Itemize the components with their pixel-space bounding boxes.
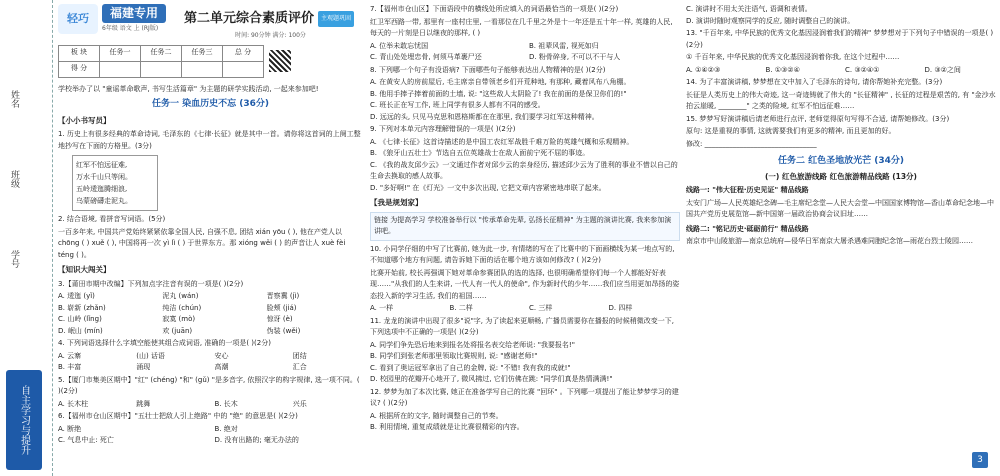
section-planner: 【我是规划家】 [370,198,423,207]
title-tag: 主观题巩固 [318,11,354,27]
poem-line: 万水千山只等闲。 [76,173,132,181]
question-3-options [58,291,363,337]
option: C. 看到了奥运冠军拿出了自己的金牌, 说: "不错! 我有我的成就!" [370,363,571,372]
score-table [58,45,292,78]
question-7-text: 红卫军西路一带, 那里有一座村庄里, 一看那位在几千里之外是十一年还是五十年一样, 英雄的人民, 每天的一片刻是日以继夜的那样, ( ) [370,17,673,37]
question-14: 14. 为了丰富演讲稿, 梦梦想在文中加入了毛泽东的诗句, 请你帮她补充完整。(3分) [686,78,943,86]
option: B. 长木 [214,399,238,408]
question-8-options [370,77,680,123]
option: C. 青山处处埋忠骨, 何须马革裹尸还 [370,53,482,61]
section-writer: 【小小书写员】 [58,115,111,125]
question-9: 9. 下列对本单元内容理解错误的一项是( )(2分) [370,125,516,133]
binding-gutter [0,0,53,476]
score-cell[interactable] [223,61,264,77]
column-3 [686,0,996,476]
option: A. 断绝 [58,424,82,433]
option: 高潮 [214,363,229,371]
score-cell[interactable] [141,61,182,77]
option: 涌现 [136,363,151,371]
question-10: 10. 小同学仔细的中写了比赛前, 她为此一步, 有情绪的写在了比赛中的下面画横线为某一地点写的, 不知道哪个地方有问题, 请告诉她下面的话在哪个地方该如何修改? ( )(2分) [370,244,675,264]
column-1 [58,0,363,476]
option: 泥丸 (wán) [162,292,199,300]
option: 安心 [214,351,229,360]
option: D. 粉骨碎身, 不可以不干与人 [529,53,621,61]
brand-logo: 轻巧 [58,4,98,34]
option: 伪装 (wěi) [266,326,301,335]
question-2: 2. 结合语境, 看拼音写词语。(5分) [58,215,166,223]
option: 脸颊 (jiá) [266,303,297,312]
option: A. 在黄安人的房前屋后, 毛主席亲自带领老乡们开荒种地, 有那种, 藏着风布八角棚。 [370,78,631,86]
option: C. 三样 [529,304,553,312]
option: 汇合 [292,363,307,371]
route-heading: (一) 红色旅游线路 红色旅游精品线路 (13分) [765,171,917,181]
option: B. 丰富 [58,363,82,371]
score-cell[interactable] [100,61,141,77]
score-head-4: 总 分 [223,45,264,61]
score-head-1: 任务一 [100,45,141,61]
section-knowledge: 【知识大闯关】 [58,265,111,274]
score-cell[interactable] [182,61,223,77]
gutter-brand: 自主学习与提升 [6,370,42,470]
question-3: 3.【莆田市期中改编】下列加点字注音有误的一项是( )(2分) [58,279,244,288]
question-5: 5.【厦门市集美区期中】"红" (chéng) "和" (gǔ) "是多音字, 依照汉字的构字规律, 选一项不同。( )(2分) [58,375,360,395]
option: D. ③②之间 [924,65,961,74]
task-2-heading: 任务二 红色圣地放光芒 (34分) [777,156,905,166]
option: 团结 [292,351,307,360]
question-15: 15. 梦梦写好演讲稿后请老师进行点评, 老师觉得原句写得不合适, 请帮她修改。(3分) [686,114,950,123]
option: C. 演讲时不用太关注语气, 语调和表情。 [686,5,812,13]
option: B. ①③②④ [765,65,800,74]
qr-cell [264,45,293,77]
question-5-options [58,399,363,411]
route-1-title: 线路一: "伟大征程·历史见证" 精品线路 [686,186,809,194]
option: B. 绝对 [214,424,238,433]
option: A. 根据所在的文字, 随时调整自己的节奏。 [370,411,503,420]
option: D. 没有出路的; 毫无办法的 [214,436,299,444]
question-13-text: ① 千百年来, 中华民族的优秀文化基因浸润着你我, 在这个过程中…… [686,53,900,61]
question-12: 12. 梦梦为加了本次比赛, 她正在准备学写自己的比赛 "回环" 。下列哪一项提出了能让梦梦学习的建议? ( )(2分) [370,387,679,407]
option: A. ①④②③ [686,65,721,74]
option: A. 同学们争先恐后地来到报名处将报名表交给老师说: "我要报名!" [370,340,575,349]
gutter-class-label: 班级 [9,170,19,188]
page-number: 3 [972,452,988,468]
qr-code-icon [269,50,291,72]
poem-box [72,155,158,211]
question-7: 7.【福州市仓山区】下面语段中的横线处所应填入的词语最恰当的一项是( )(2分) [370,5,619,13]
question-11-options [370,340,680,386]
option: B. 他用手捧子捧着前面的土墙, 说: "这些敌人太阴险了! 我在前面的是保卫你们的!" [370,89,627,98]
option: D. 岷山 (mín) [58,326,103,335]
option: D. 演讲时随时观察同学的反应, 随时调整自己的演讲。 [686,16,855,25]
option: B. 同学们到张老师那里领取比赛规则, 说: "感谢老师!" [370,352,538,360]
exam-meta: 时间: 90分钟 满分: 100分 [235,32,306,39]
route-2-title: 线路二: "铭记历史·砥砺前行" 精品线路 [686,224,809,233]
question-6-options [58,424,363,447]
question-13-options [686,65,996,77]
region-badge: 福建专用 [102,4,166,24]
option: (山) 话语 [136,351,165,360]
route-2-text: 南京市中山陵旅游—南京总统府—侵华日军南京大屠杀遇难同胞纪念馆—雨花台烈士陵园…… [686,237,973,245]
poem-line: 乌蒙磅礴走泥丸。 [76,197,132,205]
poem-line: 红军不怕远征难, [76,161,128,169]
option: 纯洁 (chún) [162,303,202,312]
option: D. 四样 [608,304,633,312]
option: C. 《我的战友邱少云》一文通过作者对邱少云的亲身经历, 描述邱少云为了胜利的事业不惜以自己的生命去换取的感人故事。 [370,160,678,180]
question-11: 11. 龙龙的演讲中出现了很多"说"字, 为了读起来更顺畅, 广播员需要你在播报的时候稍微改变一下, 下列选项中不正确的一项是( )(2分) [370,316,674,336]
option: B. 二样 [449,304,473,312]
edition-sub: 6年级 语文 上 (RJ版) [102,25,159,32]
score-head-0: 板 块 [59,45,100,61]
option: B. 祖辈风雷, 视死如归 [529,41,599,50]
question-10-text: 比赛开始前, 校长再强调下她对革命参赛团队的选的选择, 也很明确希望你们每一个人都能好好表现……"从我们的人生来讲, 一代人有一代人的使命", 作为新时代的少年……我们应当用更加昂扬的姿态投入新的学习生活, 我们的祖国…… [370,268,680,300]
route-1-text: 太安门广场—人民英雄纪念碑—毛主席纪念堂—人民大会堂—中国国家博物馆—香山革命纪念地—中国共产党历史展览馆—新中国第一届政治协商会议旧址…… [686,198,994,218]
option: D. 远远的头, 只见马克思和恩格斯都在在那里, 我们要学习红军这种精神。 [370,112,599,121]
option: 寂寞 (mò) [162,315,196,323]
question-9-options [370,137,680,195]
option: A. 长木柱 [58,399,89,408]
score-head-3: 任务三 [182,45,223,61]
option: A. 逶迤 (yǐ) [58,292,95,300]
planner-tip: 链接 为提高学习 学校准备举行以 "传承革命先辈, 弘扬长征精神" 为主题的演讲比赛, 我来参加演讲吧。 [370,212,680,241]
option: A. 位举未敢忘忧国 [370,41,429,50]
option: 惊讶 (è) [266,315,293,323]
question-7-options [370,41,680,64]
option: D. "多好啊!" 在《灯光》一文中多次出现, 它把文章内容紧密地串联了起来。 [370,183,606,192]
intro-text: 学校举办了以 "童谣革命歌声, 书写生活篇章" 为主题的研学实践活动, 一起来参加吧! [58,84,319,93]
option: C. ③②④① [845,65,880,74]
option: 跳舞 [136,399,151,408]
question-14-text: 长征是人类历史上的伟大奇迹, 这一奇迹铸就了伟大的 "长征精神" , 长征的过程是艰苦的, 有 "金沙水拍云崖暖, ________" 之类的险境, 红军不怕远征难…… [686,90,996,110]
option: A. 一样 [370,304,394,312]
question-6: 6.【福州市仓山区期中】"五壮士把敌人引上绝路" 中的 "绝" 的意思是( )(2分) [58,412,298,420]
option: A. 《七律·长征》这首诗描述的是中国工农红军战胜千难万险的英雄气概和乐观精神。 [370,137,634,146]
badge-group [98,4,166,35]
score-row [58,45,363,78]
score-label: 得 分 [59,61,100,77]
option: C. 班长正在写工作, 班上同学有很多人都有不同的感受。 [370,101,545,109]
option: A. 云寨 [58,351,82,360]
question-4-options [58,351,363,374]
question-8: 8. 下列哪一个句子有没语病? 下面哪些句子能够表达出人物精神的是( )(2分) [370,65,606,74]
question-4: 4. 下列词语选择什么字填空能使其组合成词语, 准确的一项是( )(2分) [58,339,271,347]
gutter-name-label: 姓名 [9,90,19,108]
question-12-options [370,411,680,434]
option: B. 利用情境, 重复成绩就是让比赛很精彩的内容。 [370,423,524,431]
page-title: 第二单元综合素质评价 [184,11,315,27]
question-1: 1. 历史上有很多经典的革命诗词, 毛泽东的《七律·长征》就是其中一首。请你将这首词的上阕工整地抄写在下面的方格里。(3分) [58,130,361,150]
question-15-text: 原句: 这是重视的事情, 这就需要我们有更多的精神, 而且更加的好。 [686,127,896,135]
option: 欢 (juān) [162,326,193,335]
gutter-id-label: 学号 [9,250,19,268]
option: 晋察冀 (jì) [266,292,300,300]
poem-line: 五岭逶迤腾细浪, [76,185,128,193]
score-head-2: 任务二 [141,45,182,61]
question-10-options [370,303,680,315]
task-1-heading: 任务一 染血历史不忘 (36分) [151,99,270,109]
option: B. 《狼牙山五壮士》节选自五位英雄战士在敌人面前宁死不屈的事迹。 [370,149,590,157]
option: 兴乐 [292,399,307,408]
question-12-options-cont [686,4,996,27]
option: B. 崭新 (zhǎn) [58,303,106,312]
question-13: 13. "千百年来, 中华民族的优秀文化基因浸润着我们的精神" 梦梦想对于下列句子中错误的一项是( )(2分) [686,29,994,49]
question-15-fix[interactable]: 修改: ________________________________ [686,139,817,148]
column-2 [370,0,680,476]
option: C. 山岭 (lǐng) [58,315,102,323]
question-2-text: 一百多年来, 中国共产党始终紧紧依靠全国人民, 自强不息, 团结 xián yōu ( ), 他在产党人以 chōng ( ) xuě ( ), 中国将再一次 yì lì ( ) 于世界东方。那 xióng wěi ( ) 的声音让人 xuè fèi téng ( )。 [58,227,346,259]
option: D. 校园里的花瓣开心地开了, 微风拂过, 它们仿佛在跳: "同学们真是热情满满!" [370,375,613,383]
option: C. 气息中止: 死亡 [58,436,114,444]
